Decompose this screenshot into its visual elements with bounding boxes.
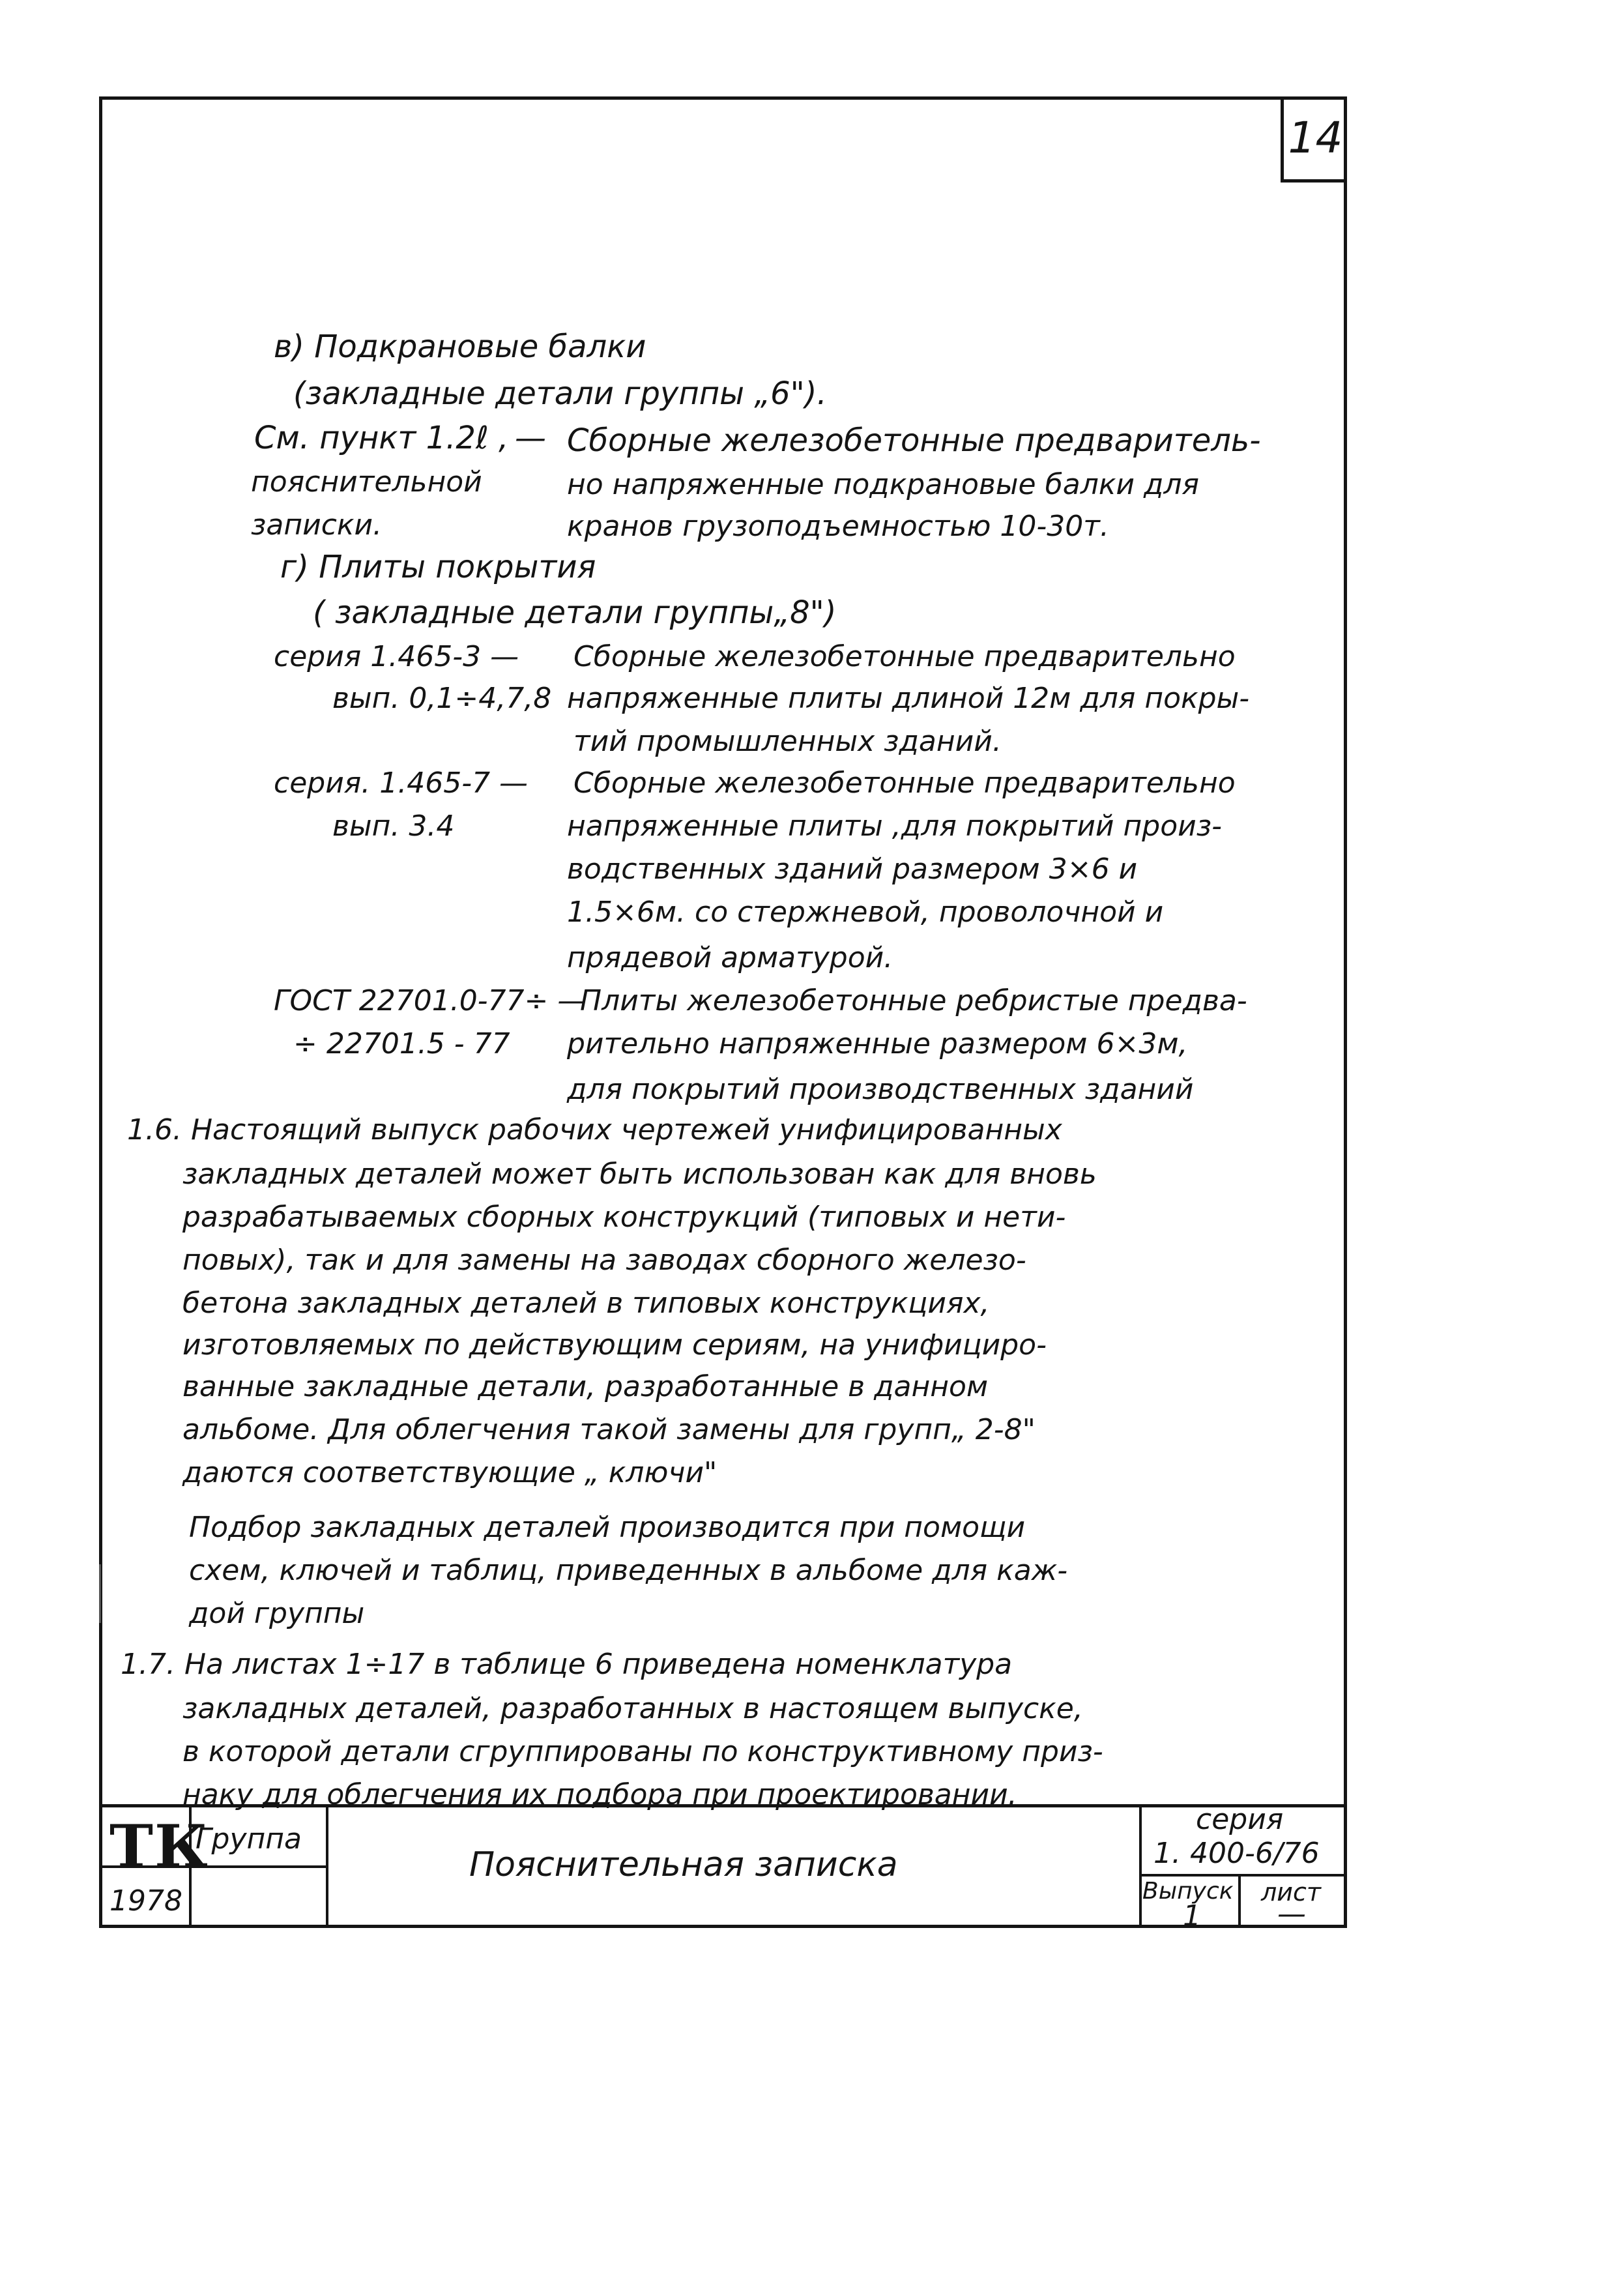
section-b-ref-2: пояснительной	[251, 465, 482, 499]
issue-label: Выпуск	[1142, 1878, 1234, 1905]
p16-line: бетона закладных деталей в типовых конструкциях,	[182, 1287, 990, 1320]
series-value: 1. 400-6/76	[1153, 1837, 1320, 1870]
section-b-ref-3: записки.	[251, 508, 383, 542]
margin-mark	[99, 1564, 101, 1623]
issue-value: 1	[1183, 1899, 1201, 1933]
gost-desc-3: для покрытий производственных зданий	[567, 1073, 1194, 1106]
p16-line: 1.6. Настоящий выпуск рабочих чертежей унифицированных	[127, 1113, 1062, 1146]
section-b-desc-3: кранов грузоподъемностью 10-30т.	[567, 510, 1109, 543]
p17-line: наку для облегчения их подбора при проектировании.	[182, 1778, 1017, 1811]
series-2-ref-2: вып. 3.4	[332, 810, 455, 843]
p17-line: 1.7. На листах 1÷17 в таблице 6 приведена номенклатура	[121, 1648, 1013, 1681]
section-b-dash: —	[515, 420, 546, 456]
document-title: Пояснительная записка	[469, 1845, 898, 1884]
p16-line: даются соответствующие „ ключи"	[182, 1456, 718, 1489]
section-b-ref-1: См. пункт 1.2ℓ ,	[254, 420, 509, 456]
p16-line: альбоме. Для облегчения такой замены для групп„ 2-8"	[182, 1413, 1036, 1446]
series-1-ref-1: серия 1.465-3 —	[274, 640, 519, 673]
p16b-line: Подбор закладных деталей производится при помощи	[189, 1511, 1026, 1544]
tk-label: ТК	[109, 1812, 209, 1881]
title-block-divider	[1139, 1804, 1142, 1928]
p16-line: изготовляемых по действующим сериям, на унифициро-	[182, 1328, 1047, 1362]
series-label: серия	[1196, 1803, 1284, 1836]
series-2-ref-1: серия. 1.465-7 —	[274, 767, 529, 800]
series-2-desc-5: прядевой арматурой.	[567, 941, 893, 974]
series-2-desc-4: 1.5×6м. со стержневой, проволочной и	[567, 896, 1164, 929]
series-2-desc-1: Сборные железобетонные предварительно	[573, 767, 1236, 800]
gost-desc-1: Плиты железобетонные ребристые предва-	[580, 984, 1247, 1017]
series-1-desc-2: напряженные плиты длиной 12м для покры-	[567, 682, 1250, 715]
gost-ref-1: ГОСТ 22701.0-77÷ —	[274, 984, 587, 1017]
page-number: 14	[1281, 96, 1347, 183]
group-label: Группа	[196, 1822, 302, 1856]
series-2-desc-2: напряженные плиты ,для покрытий произ-	[567, 810, 1222, 843]
p16b-line: схем, ключей и таблиц, приведенных в альбоме для каж-	[189, 1554, 1068, 1587]
p16-line: ванные закладные детали, разработанные в данном	[182, 1370, 989, 1403]
p16-line: повых), так и для замены на заводах сборного железо-	[182, 1244, 1026, 1277]
sheet-value: —	[1277, 1897, 1306, 1931]
gost-ref-2: ÷ 22701.5 - 77	[293, 1027, 510, 1060]
gost-desc-2: рительно напряженные размером 6×3м,	[567, 1027, 1188, 1060]
year: 1978	[109, 1884, 182, 1918]
section-b-subheading: (закладные детали группы „6").	[293, 375, 827, 412]
p17-line: в которой детали сгруппированы по конструктивному приз-	[182, 1735, 1103, 1768]
section-g-heading: г) Плиты покрытия	[280, 549, 596, 585]
series-1-ref-2: вып. 0,1÷4,7,8	[332, 682, 552, 715]
title-block-rule	[1139, 1874, 1347, 1877]
series-1-desc-1: Сборные железобетонные предварительно	[573, 640, 1236, 673]
p17-line: закладных деталей, разработанных в настоящем выпуске,	[182, 1692, 1083, 1725]
p16b-line: дой группы	[189, 1597, 365, 1630]
series-1-desc-3: тий промышленных зданий.	[573, 725, 1002, 758]
p16-line: разрабатываемых сборных конструкций (типовых и нети-	[182, 1201, 1066, 1234]
series-2-desc-3: водственных зданий размером 3×6 и	[567, 853, 1138, 886]
title-block-divider	[1238, 1874, 1241, 1928]
section-b-desc-2: но напряженные подкрановые балки для	[567, 468, 1199, 501]
title-block-divider	[326, 1804, 328, 1928]
sheet-label: лист	[1261, 1878, 1322, 1906]
section-b-heading: в) Подкрановые балки	[274, 329, 646, 365]
section-b-desc-1: Сборные железобетонные предваритель-	[567, 422, 1261, 459]
p16-line: закладных деталей может быть использован как для вновь	[182, 1158, 1097, 1191]
section-g-subheading: ( закладные детали группы„8")	[313, 594, 837, 631]
